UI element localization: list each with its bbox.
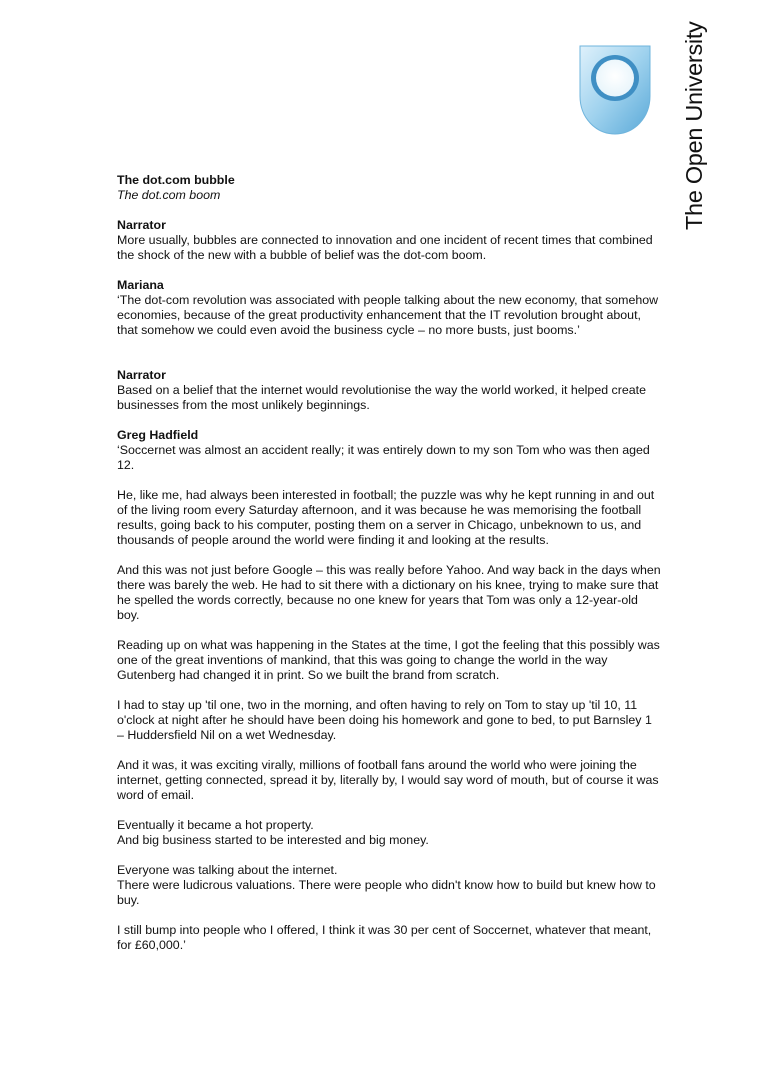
speech-line: And big business started to be interested and big money. — [117, 833, 429, 847]
transcript — [117, 173, 662, 968]
speech-paragraph: I still bump into people who I offered, I think it was 30 per cent of Soccernet, whatever that meant, for £60,000.’ — [117, 923, 652, 952]
open-university-shield-logo — [578, 44, 652, 136]
document-title: The dot.com bubble — [117, 173, 235, 187]
speech-paragraph: He, like me, had always been interested in football; the puzzle was why he kept running in and out of the living room every Saturday afternoon, and it was because he was memorising the football results, going back to his computer, posting them on a server in Chicago, unbeknown to us, and thousands of people around the world were finding it and looking at the results. — [117, 488, 655, 547]
speaker-name: Narrator — [117, 218, 166, 232]
section-greg-hadfield — [117, 428, 662, 953]
section-mariana — [117, 278, 662, 338]
speech-paragraph: There were ludicrous valuations. There were people who didn't know how to build but knew how to buy. — [117, 878, 656, 907]
logo-text: The Open University — [681, 21, 707, 230]
speech-paragraph: More usually, bubbles are connected to innovation and one incident of recent times that combined the shock of the new with a bubble of belief was the dot-com boom. — [117, 233, 653, 262]
speech-line: Eventually it became a hot property. — [117, 818, 314, 832]
speech-paragraph: Reading up on what was happening in the States at the time, I got the feeling that this possibly was one of the great inventions of mankind, that this was going to change the world in the way Gutenberg had changed it in print. So we built the brand from scratch. — [117, 638, 660, 682]
speech-paragraph: I had to stay up 'til one, two in the morning, and often having to rely on Tom to stay up 'til 10, 11 o'clock at night after he should have been doing his homework and gone to bed, to put Barnsley 1 – Huddersfield Nil on a wet Wednesday. — [117, 698, 652, 742]
speaker-name: Greg Hadfield — [117, 428, 199, 442]
speech-paragraph: And it was, it was exciting virally, millions of football fans around the world who were joining the internet, getting connected, spread it by, literally by, I would say word of mouth, but of course it was word of email. — [117, 758, 659, 802]
speech-line: Everyone was talking about the internet. — [117, 863, 338, 877]
speaker-name: Narrator — [117, 368, 166, 382]
document-heading — [117, 173, 662, 203]
section-narrator-2 — [117, 368, 662, 413]
section-narrator-1 — [117, 218, 662, 263]
speech-paragraph: ‘The dot-com revolution was associated with people talking about the new economy, that somehow economies, because of the great productivity enhancement that the IT revolution brought about, that somehow we could even avoid the business cycle – no more busts, just booms.’ — [117, 293, 659, 337]
speech-paragraph: Based on a belief that the internet would revolutionise the way the world worked, it helped create businesses from the most unlikely beginnings. — [117, 383, 646, 412]
document-subtitle: The dot.com boom — [117, 188, 221, 202]
speech-paragraph: ‘Soccernet was almost an accident really; it was entirely down to my son Tom who was then aged 12. — [117, 443, 650, 472]
speech-paragraph: And this was not just before Google – this was really before Yahoo. And way back in the days when there was barely the web. He had to sit there with a dictionary on his knee, trying to make sure that he spelled the words correctly, because no one knew for years that Tom was only a 12-year-old boy. — [117, 563, 661, 622]
speaker-name: Mariana — [117, 278, 164, 292]
